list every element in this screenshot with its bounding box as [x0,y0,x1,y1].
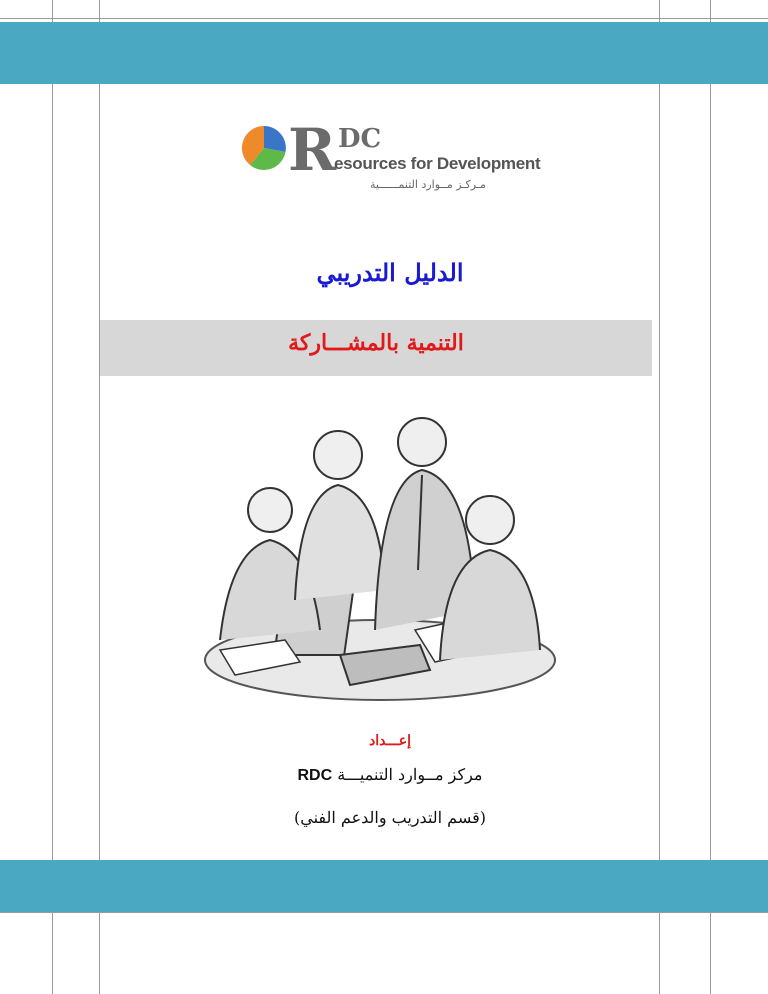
guide-title: الدليل التدريبي [316,258,464,287]
rdc-logo [240,116,541,198]
logo-tagline: esources for Development [334,154,541,173]
organization-code: RDC [297,767,333,784]
frame-line-right-outer [710,0,711,994]
pie-chart-icon [240,124,288,172]
logo-letter-r: R [288,116,337,184]
organization-name: مركز مــوارد التنميـــة [337,765,483,784]
footer-band [0,860,768,912]
frame-line-left-outer [52,0,53,994]
logo-letters-dc: DC [338,124,382,154]
frame-line-left-inner [99,0,100,994]
header-band [0,22,768,84]
frame-line-top [0,18,768,19]
department-line: (قسم التدريب والدعم الفني) [294,808,486,827]
frame-line-right-inner [659,0,660,994]
logo-arabic-name: مـركـز مــوارد التنمــــــية [370,178,486,191]
subject-title: التنمية بالمشـــاركة [288,330,464,356]
organization-line [200,765,580,785]
frame-line-bottom [0,912,768,913]
team-meeting-illustration [190,400,560,710]
subject-title-band [100,320,652,376]
prepared-by-label: إعـــداد [368,733,412,749]
